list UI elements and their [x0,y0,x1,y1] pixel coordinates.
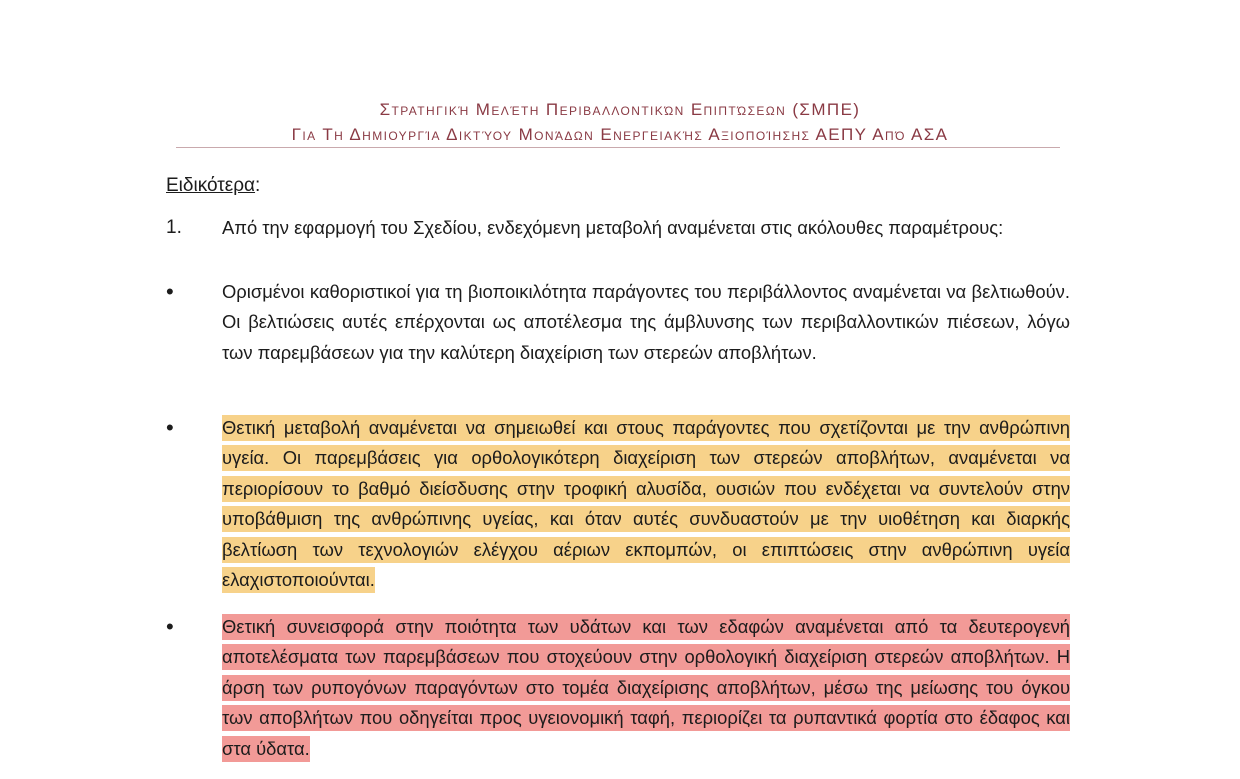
highlighted-text: Θετική μεταβολή αναμένεται να σημειωθεί και στους παράγοντες που σχετίζονται με την ανθρώπινη υγεία. Οι παρεμβάσεις για ορθολογικότερη διαχείριση των στερεών αποβλήτων, αναμένεται να περιορίσουν το βαθμό διείσδυσης στην τροφική αλυσίδα, ουσιών που ενδέχεται να συντελούν στην υποβάθμιση της ανθρώπινης υγείας, και όταν αυτές συνδυαστούν με την υιοθέτηση και διαρκής βελτίωση των τεχνολογιών ελέγχου αέριων εκπομπών, οι επιπτώσεις στην ανθρώπινη υγεία ελαχιστοποιούνται. [222,415,1070,593]
section-heading [166,172,260,200]
paragraph [222,413,1070,595]
paragraph [222,277,1070,368]
section-heading-colon: : [255,175,261,196]
bullet-icon: • [166,614,174,639]
paragraph-text: Ορισμένοι καθοριστικοί για τη βιοποικιλότητα παράγοντες του περιβάλλοντος αναμένεται να βελτιωθούν. Οι βελτιώσεις αυτές επέρχονται ως αποτέλεσμα της άμβλυνσης των περιβαλλοντικών πιέσεων, λόγω των παρεμβάσεων για την καλύτερη διαχείριση των στερεών αποβλήτων. [222,281,1070,363]
bullet-icon: • [166,415,174,440]
paragraph [222,213,1070,243]
list-number: 1. [166,217,182,238]
header-divider [176,147,1060,148]
paragraph [222,612,1070,764]
header-title-line-1: Στρατηγική Μελέτη Περιβαλλοντικών Επιπτώσεων (ΣΜΠΕ) [379,100,861,119]
section-heading-label: Ειδικότερα [166,175,256,196]
highlighted-text: Θετική συνεισφορά στην ποιότητα των υδάτων και των εδαφών αναμένεται από τα δευτερογενή αποτελέσματα των παρεμβάσεων που στοχεύουν στην ορθολογική διαχείριση στερεών αποβλήτων. Η άρση των ρυπογόνων παραγόντων στο τομέα διαχείρισης αποβλήτων, μέσω της μείωσης του όγκου των αποβλήτων που οδηγείται προς υγειονομική ταφή, περιορίζει τα ρυπαντικά φορτία στο έδαφος και στα ύδατα. [222,614,1070,762]
document-header [0,97,1240,147]
header-title-line-2: Για Τη Δημιουργία Δικτύου Μονάδων Ενεργειακής Αξιοποίησης ΑΕΠΥ Από ΑΣΑ [291,125,949,144]
bullet-icon: • [166,279,174,304]
paragraph-text: Από την εφαρμογή του Σχεδίου, ενδεχόμενη μεταβολή αναμένεται στις ακόλουθες παραμέτρους: [222,217,1004,238]
